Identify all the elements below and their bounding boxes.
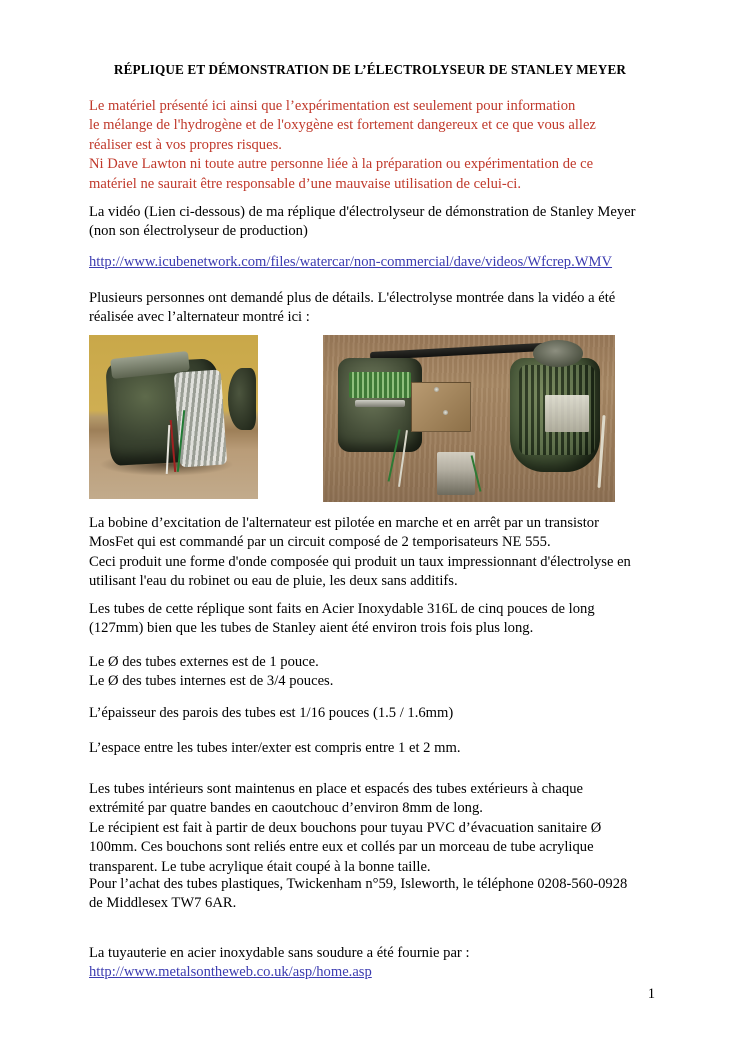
details-intro-line: réalisée avec l’alternateur montré ici : — [89, 309, 310, 326]
mounting-bracket — [411, 382, 471, 432]
tubes-material-paragraph — [89, 600, 655, 639]
tube-spacing-line: L’espace entre les tubes inter/exter est compris entre 1 et 2 mm. — [89, 740, 461, 756]
safety-warning-block — [89, 97, 655, 194]
excitation-line: Ceci produit une forme d'onde composée qui produit un taux impressionnant d'électrolyse en — [89, 553, 631, 570]
warning-line: matériel ne saurait être responsable d’une mauvaise utilisation de celui-ci. — [89, 175, 521, 192]
supplier-link-row — [89, 963, 655, 982]
warning-line: le mélange de l'hydrogène et de l'oxygène est fortement dangereux et ce que vous allez — [89, 117, 596, 134]
excitation-line: utilisant l'eau du robinet ou eau de pluie, les deux sans additifs. — [89, 573, 458, 590]
details-intro-line: Plusieurs personnes ont demandé plus de détails. L'électrolyse montrée dans la vidéo a été — [89, 290, 616, 306]
assembly-line: 100mm. Ces bouchons sont reliés entre eux et collés par un morceau de tube acrylique — [89, 839, 594, 856]
tube-diameter-line: Le Ø des tubes externes est de 1 pouce. — [89, 654, 319, 670]
tube-spacing-paragraph — [89, 739, 655, 758]
excitation-line: MosFet qui est commandé par un circuit composé de 2 temporisateurs NE 555. — [89, 534, 551, 551]
steel-supplier-paragraph — [89, 944, 655, 963]
tubes-material-line: (127mm) bien que les tubes de Stanley aient été environ trois fois plus long. — [89, 620, 534, 637]
video-intro-line: (non son électrolyseur de production) — [89, 223, 308, 240]
video-link-row — [89, 253, 655, 272]
tube-diameter-line: Le Ø des tubes internes est de 3/4 pouces. — [89, 673, 334, 690]
assembly-line: transparent. Le tube acrylique était coupé à la bonne taille. — [89, 858, 431, 875]
warning-line: réaliser est à vos propres risques. — [89, 136, 282, 153]
excitation-paragraph — [89, 514, 655, 592]
video-intro-paragraph — [89, 203, 655, 242]
assembly-line: extrémité par quatre bandes en caoutchouc d’environ 8mm de long. — [89, 800, 483, 817]
video-intro-line: La vidéo (Lien ci-dessous) de ma réplique d'électrolyseur de démonstration de Stanley Meyer — [89, 204, 636, 220]
details-intro-paragraph — [89, 289, 655, 328]
terminal-block — [437, 452, 475, 495]
assembly-line: Les tubes intérieurs sont maintenus en place et espacés des tubes extérieurs à chaque — [89, 781, 583, 797]
warning-line: Le matériel présenté ici ainsi que l’expérimentation est seulement pour information — [89, 98, 576, 114]
assembly-line: Le récipient est fait à partir de deux bouchons pour tuyau PVC d’évacuation sanitaire Ø — [89, 819, 602, 836]
page-title: RÉPLIQUE ET DÉMONSTRATION DE L’ÉLECTROLYSEUR DE STANLEY MEYER — [113, 62, 627, 77]
warning-line: Ni Dave Lawton ni toute autre personne liée à la préparation ou expérimentation de ce — [89, 156, 594, 173]
page-number: 1 — [647, 986, 655, 1002]
alternator-closeup-photo — [89, 335, 258, 499]
motor-nameplate — [545, 395, 589, 432]
wall-thickness-paragraph — [89, 704, 655, 723]
wall-thickness-line: L’épaisseur des parois des tubes est 1/16 pouces (1.5 / 1.6mm) — [89, 705, 454, 721]
plastic-supplier-paragraph — [89, 875, 655, 914]
plastic-supplier-line: Pour l’achat des tubes plastiques, Twickenham n°59, Isleworth, le téléphone 0208-560-0928 — [89, 876, 628, 892]
alternator-shaft — [355, 400, 405, 407]
plastic-supplier-line: de Middlesex TW7 6AR. — [89, 895, 237, 912]
alternator-motor-board-photo — [323, 335, 615, 502]
alternator-pulley — [228, 368, 257, 430]
assembly-paragraph — [89, 780, 655, 877]
bracket-screw — [434, 387, 439, 392]
alternator-green-windings — [349, 372, 410, 399]
tubes-material-line: Les tubes de cette réplique sont faits en Acier Inoxydable 316L de cinq pouces de long — [89, 601, 595, 617]
tube-diameters-paragraph — [89, 653, 655, 692]
excitation-line: La bobine d’excitation de l'alternateur est pilotée en marche et en arrêt par un transistor — [89, 515, 599, 531]
supplier-url-link[interactable]: http://www.metalsontheweb.co.uk/asp/home.asp — [89, 964, 372, 980]
video-url-link[interactable]: http://www.icubenetwork.com/files/watercar/non-commercial/dave/videos/Wfcrep.WMV — [89, 254, 613, 270]
steel-supplier-line: La tuyauterie en acier inoxydable sans soudure a été fournie par : — [89, 945, 470, 961]
motor-pulley — [533, 340, 583, 367]
bracket-screw — [443, 410, 448, 415]
